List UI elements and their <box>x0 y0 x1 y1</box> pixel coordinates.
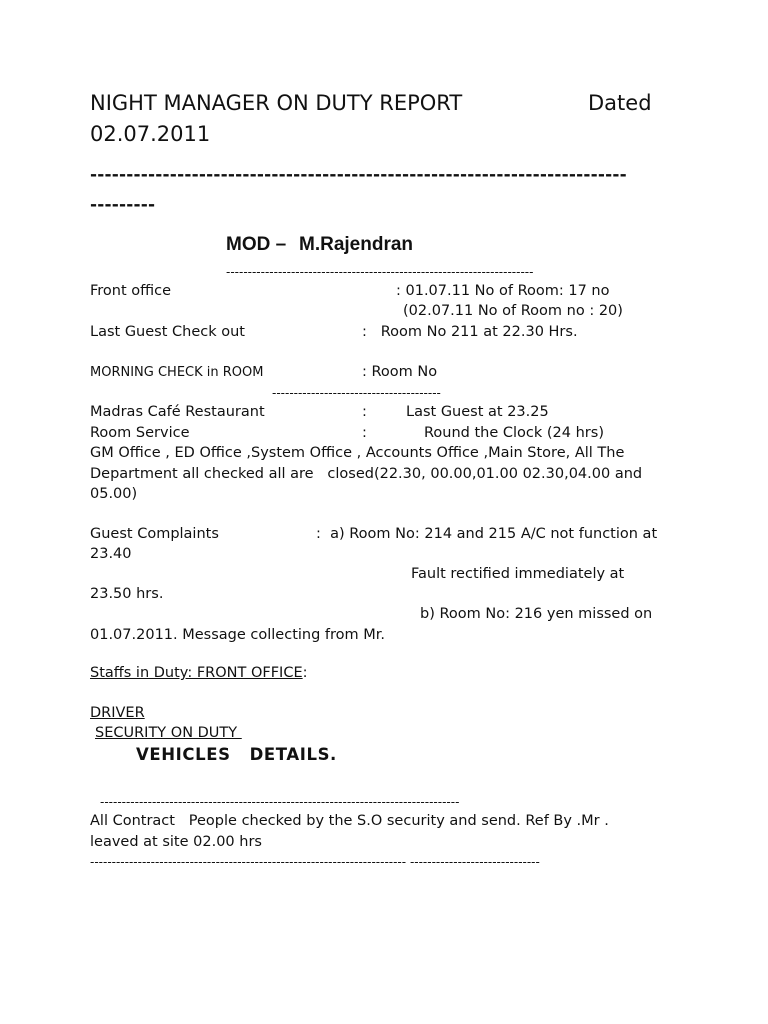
staffs-in-duty <box>90 664 308 682</box>
guest-complaints-label: Guest Complaints <box>90 526 219 542</box>
vehicles-rule: ----------------------------------------------------------------------------------- <box>100 795 460 809</box>
madras-cafe-colon: : <box>362 404 367 420</box>
departments-line: Department all checked all are closed(22.30, 00.00,01.00 02.30,04.00 and <box>90 466 643 482</box>
complaint-b: b) Room No: 216 yen missed on <box>420 606 653 622</box>
header-rule: -------------------------------------------------------------------------- <box>90 165 627 185</box>
departments-line: 05.00) <box>90 486 138 502</box>
header-rule-continued: --------- <box>90 195 156 215</box>
morning-check-label: MORNING CHECK in ROOM <box>90 365 264 380</box>
morning-check-value: : Room No <box>362 364 438 380</box>
dated-label: Dated <box>588 91 652 115</box>
front-office-label: Front office <box>90 283 172 299</box>
staffs-in-duty-colon: : <box>302 665 308 681</box>
staffs-in-duty-label: Staffs in Duty: FRONT OFFICE <box>90 665 303 681</box>
footer-rule <box>90 853 540 871</box>
front-office-value-next: (02.07.11 No of Room no : 20) <box>403 303 623 319</box>
morning-check-rule: --------------------------------------- <box>272 386 441 400</box>
contract-line: All Contract People checked by the S.O security and send. Ref By .Mr . <box>90 813 609 829</box>
last-guest-checkout-value: : Room No 211 at 22.30 Hrs. <box>362 324 578 340</box>
vehicles-details-heading: VEHICLES DETAILS. <box>136 745 337 764</box>
madras-cafe-label: Madras Café Restaurant <box>90 404 265 420</box>
report-title: NIGHT MANAGER ON DUTY REPORT <box>90 91 463 115</box>
madras-cafe-value: Last Guest at 23.25 <box>406 404 549 420</box>
last-guest-checkout-label: Last Guest Check out <box>90 324 245 340</box>
driver-label: DRIVER <box>90 705 145 721</box>
room-service-value: Round the Clock (24 hrs) <box>424 425 604 441</box>
mod-label: MOD – <box>226 234 287 255</box>
mod-rule: ----------------------------------------------------------------------- <box>226 265 534 279</box>
complaint-a-resolution-time: 23.50 hrs. <box>90 586 164 602</box>
departments-line: GM Office , ED Office ,System Office , Accounts Office ,Main Store, All The <box>90 445 625 461</box>
complaint-a-resolution: Fault rectified immediately at <box>411 566 625 582</box>
footer-rule-left: ------------------------------------------------------------------------- <box>90 855 407 869</box>
complaint-b-detail: 01.07.2011. Message collecting from Mr. <box>90 627 386 643</box>
complaint-a-time: 23.40 <box>90 546 132 562</box>
contract-line: leaved at site 02.00 hrs <box>90 834 262 850</box>
report-date: 02.07.2011 <box>90 122 211 146</box>
footer-rule-right: ------------------------------ <box>409 855 540 869</box>
security-on-duty-label: SECURITY ON DUTY <box>95 725 242 741</box>
front-office-value: : 01.07.11 No of Room: 17 no <box>396 283 610 299</box>
room-service-colon: : <box>362 425 367 441</box>
complaint-a: : a) Room No: 214 and 215 A/C not function at <box>316 526 658 542</box>
room-service-label: Room Service <box>90 425 190 441</box>
mod-name: M.Rajendran <box>299 234 414 255</box>
